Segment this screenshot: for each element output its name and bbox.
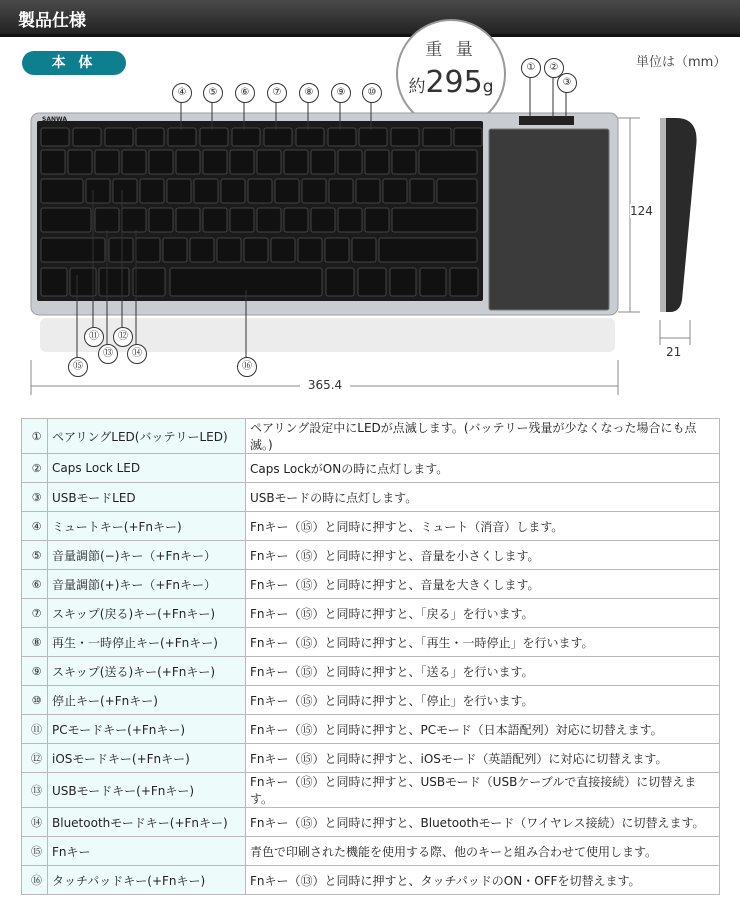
callout-9: ⑨ <box>331 83 351 103</box>
spec-row <box>22 773 720 808</box>
spec-description: Fnキー（⑮）と同時に押すと、ミュート（消音）します。 <box>246 512 720 541</box>
keyboard-key <box>149 150 173 174</box>
spec-name: USBモードキー(+Fnキー) <box>48 773 246 808</box>
spec-description: ペアリング設定中にLEDが点滅します。(バッテリー残量が少なくなった場合にも点滅。) <box>246 419 720 454</box>
dimension-depth: 21 <box>666 345 682 359</box>
keyboard-key <box>257 208 281 232</box>
spec-row <box>22 715 720 744</box>
spec-description: Caps LockがONの時に点灯します。 <box>246 454 720 483</box>
spec-row <box>22 570 720 599</box>
spec-row <box>22 419 720 454</box>
keyboard-key <box>311 208 335 232</box>
spec-name: USBモードLED <box>48 483 246 512</box>
keyboard-key <box>230 150 254 174</box>
keyboard-key <box>105 128 133 146</box>
keyboard-key <box>410 179 434 203</box>
dimension-height: 124 <box>630 204 653 218</box>
keyboard-key <box>41 238 105 262</box>
spec-description: Fnキー（⑮）と同時に押すと、「停止」を行います。 <box>246 686 720 715</box>
keyboard-key <box>41 179 83 203</box>
spec-row <box>22 628 720 657</box>
spec-row <box>22 541 720 570</box>
callout-10: ⑩ <box>362 83 382 103</box>
spec-name: ペアリングLED(バッテリーLED) <box>48 419 246 454</box>
spec-table <box>21 418 720 895</box>
spec-number: ④ <box>22 512 48 541</box>
keyboard-key <box>284 150 308 174</box>
callout-13: ⑬ <box>98 344 118 364</box>
spec-name: 音量調節(+)キー（+Fnキー） <box>48 570 246 599</box>
spec-number: ⑦ <box>22 599 48 628</box>
keyboard-key <box>68 150 92 174</box>
callout-8: ⑧ <box>299 83 319 103</box>
keyboard-key <box>326 268 354 296</box>
callout-4: ④ <box>172 83 192 103</box>
dimension-width: 365.4 <box>307 378 343 392</box>
keyboard-key <box>136 238 160 262</box>
spec-number: ⑮ <box>22 837 48 866</box>
spec-description: Fnキー（⑮）と同時に押すと、PCモード（日本語配列）対応に切替えます。 <box>246 715 720 744</box>
keyboard-key <box>194 179 218 203</box>
keyboard-key <box>328 128 356 146</box>
keyboard-key <box>230 208 254 232</box>
section-badge: 本 体 <box>22 51 126 75</box>
callout-7: ⑦ <box>267 83 287 103</box>
spec-name: Caps Lock LED <box>48 454 246 483</box>
keyboard-key <box>248 179 272 203</box>
keyboard-key <box>390 268 416 296</box>
keyboard-key <box>167 179 191 203</box>
spec-name: iOSモードキー(+Fnキー) <box>48 744 246 773</box>
callout-3: ③ <box>557 73 577 93</box>
spec-row <box>22 808 720 837</box>
keyboard-key <box>391 128 419 146</box>
keyboard-key <box>329 179 353 203</box>
spec-name: タッチパッドキー(+Fnキー) <box>48 866 246 895</box>
spec-row <box>22 454 720 483</box>
spec-number: ① <box>22 419 48 454</box>
spec-row <box>22 512 720 541</box>
spec-row <box>22 483 720 512</box>
spec-number: ⑫ <box>22 744 48 773</box>
keyboard-key <box>140 179 164 203</box>
keyboard-key <box>296 128 324 146</box>
keyboard-key <box>271 238 295 262</box>
keyboard-key <box>133 268 165 296</box>
spec-number: ⑭ <box>22 808 48 837</box>
spec-name: 再生・一時停止キー(+Fnキー) <box>48 628 246 657</box>
spec-name: スキップ(戻る)キー(+Fnキー) <box>48 599 246 628</box>
spec-number: ② <box>22 454 48 483</box>
keyboard-key <box>298 238 322 262</box>
unit-label: 単位は（mm） <box>636 55 727 70</box>
spec-number: ③ <box>22 483 48 512</box>
keyboard-key <box>437 179 477 203</box>
keyboard-key <box>379 238 477 262</box>
callout-11: ⑪ <box>84 327 104 347</box>
spec-description: Fnキー（⑮）と同時に押すと、音量を小さくします。 <box>246 541 720 570</box>
spec-description: Fnキー（⑮）と同時に押すと、「再生・一時停止」を行います。 <box>246 628 720 657</box>
page-title: 製品仕様 <box>18 11 86 31</box>
keyboard-key <box>99 268 129 296</box>
keyboard-key <box>284 208 308 232</box>
spec-description: Fnキー（⑮）と同時に押すと、iOSモード（英語配列）に対応に切替えます。 <box>246 744 720 773</box>
spec-description: Fnキー（⑮）と同時に押すと、音量を大きくします。 <box>246 570 720 599</box>
keyboard-key <box>232 128 260 146</box>
keyboard-key <box>454 128 482 146</box>
keyboard-key <box>41 150 65 174</box>
spec-name: 音量調節(−)キー（+Fnキー） <box>48 541 246 570</box>
keyboard-key <box>302 179 326 203</box>
spec-number: ⑬ <box>22 773 48 808</box>
spec-description: Fnキー（⑮）と同時に押すと、Bluetoothモード（ワイヤレス接続）に切替えます。 <box>246 808 720 837</box>
spec-row <box>22 686 720 715</box>
keyboard-key <box>168 128 196 146</box>
callout-16: ⑯ <box>237 357 257 377</box>
spec-row <box>22 744 720 773</box>
keyboard-key <box>419 150 477 174</box>
keyboard-key <box>190 238 214 262</box>
spec-name: スキップ(送る)キー(+Fnキー) <box>48 657 246 686</box>
spec-number: ⑥ <box>22 570 48 599</box>
spec-description: USBモードの時に点灯します。 <box>246 483 720 512</box>
keyboard-key <box>392 208 477 232</box>
keyboard-key <box>176 150 200 174</box>
callout-5: ⑤ <box>203 83 223 103</box>
weight-value: 約295g <box>408 65 494 100</box>
spec-name: Bluetoothモードキー(+Fnキー) <box>48 808 246 837</box>
keyboard-key <box>365 150 389 174</box>
svg-text:SANWA: SANWA <box>42 116 67 123</box>
keyboard-key <box>200 128 228 146</box>
keyboard-key <box>352 238 376 262</box>
keyboard-key <box>109 238 133 262</box>
touchpad <box>489 129 609 310</box>
spec-row <box>22 657 720 686</box>
keyboard-key <box>383 179 407 203</box>
spec-number: ⑩ <box>22 686 48 715</box>
keyboard-key <box>41 208 91 232</box>
spec-number: ⑧ <box>22 628 48 657</box>
keyboard-key <box>41 128 69 146</box>
keyboard-key <box>70 268 96 296</box>
keyboard-key <box>95 150 119 174</box>
callout-15: ⑮ <box>68 357 88 377</box>
spec-row <box>22 599 720 628</box>
keyboard-key <box>221 179 245 203</box>
callout-6: ⑥ <box>235 83 255 103</box>
keyboard-key <box>392 150 416 174</box>
keyboard-key <box>365 208 389 232</box>
spec-description: Fnキー（⑬）と同時に押すと、タッチパッドのON・OFFを切替えます。 <box>246 866 720 895</box>
spec-row <box>22 866 720 895</box>
keyboard-key <box>450 268 478 296</box>
spec-description: Fnキー（⑮）と同時に押すと、「戻る」を行います。 <box>246 599 720 628</box>
keyboard-key <box>136 128 164 146</box>
spec-name: Fnキー <box>48 837 246 866</box>
keyboard-key <box>203 208 227 232</box>
spec-number: ⑪ <box>22 715 48 744</box>
keyboard-key <box>338 150 362 174</box>
keyboard-key <box>275 179 299 203</box>
spec-description: Fnキー（⑮）と同時に押すと、USBモード（USBケーブルで直接接続）に切替えます。 <box>246 773 720 808</box>
keyboard-key <box>41 268 67 296</box>
keyboard-side-view <box>664 118 697 312</box>
keyboard-key <box>73 128 101 146</box>
keyboard-key <box>356 179 380 203</box>
keyboard-key <box>311 150 335 174</box>
keyboard-key <box>86 179 110 203</box>
spec-description: 青色で印刷された機能を使用する際、他のキーと組み合わせて使用します。 <box>246 837 720 866</box>
keyboard-key <box>163 238 187 262</box>
keyboard-key <box>264 128 292 146</box>
keyboard-key <box>122 208 146 232</box>
keyboard-key <box>338 208 362 232</box>
keyboard-key <box>325 238 349 262</box>
keyboard-key <box>176 208 200 232</box>
spec-name: 停止キー(+Fnキー) <box>48 686 246 715</box>
spec-number: ⑨ <box>22 657 48 686</box>
keyboard-key <box>149 208 173 232</box>
spec-number: ⑤ <box>22 541 48 570</box>
callout-12: ⑫ <box>113 327 133 347</box>
keyboard-key <box>244 238 268 262</box>
keyboard-key <box>113 179 137 203</box>
keyboard-key <box>95 208 119 232</box>
spec-description: Fnキー（⑮）と同時に押すと、「送る」を行います。 <box>246 657 720 686</box>
keyboard-key <box>217 238 241 262</box>
weight-label: 重 量 <box>425 40 477 60</box>
keyboard-key <box>203 150 227 174</box>
callout-2: ② <box>544 58 564 78</box>
keyboard-key <box>423 128 451 146</box>
spec-row <box>22 837 720 866</box>
keyboard-key <box>122 150 146 174</box>
keyboard-key <box>359 128 387 146</box>
spec-number: ⑯ <box>22 866 48 895</box>
spec-name: PCモードキー(+Fnキー) <box>48 715 246 744</box>
callout-14: ⑭ <box>127 344 147 364</box>
keyboard-key <box>257 150 281 174</box>
callout-1: ① <box>521 58 541 78</box>
spec-name: ミュートキー(+Fnキー) <box>48 512 246 541</box>
keyboard-key <box>420 268 446 296</box>
keyboard-key <box>358 268 386 296</box>
